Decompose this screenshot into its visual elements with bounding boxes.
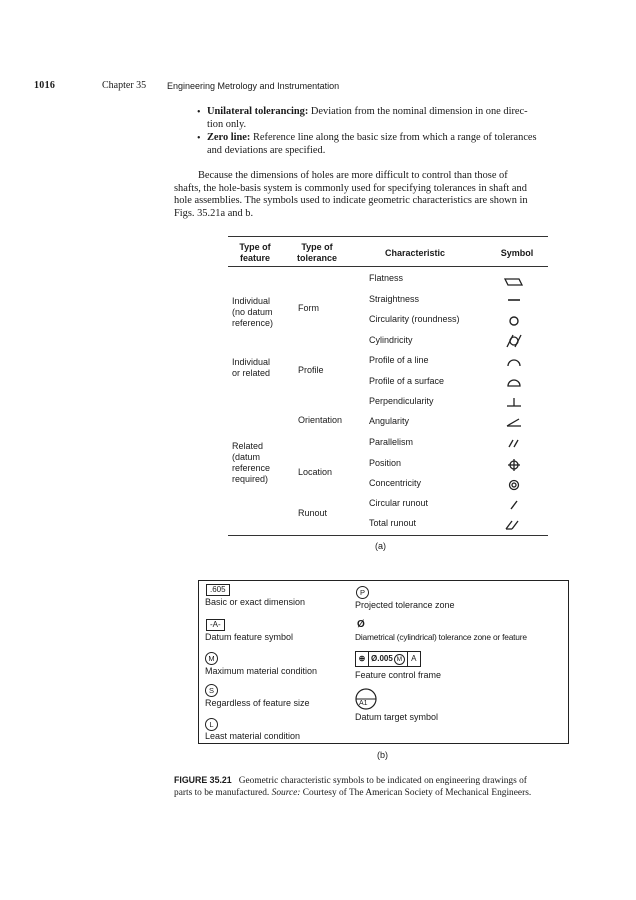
fcf-tolerance-cell [369,652,408,666]
paragraph-line: hole assemblies. The symbols used to indicate geometric characteristics are shown in [174,195,528,207]
header-symbol: Symbol [500,248,534,258]
chapter-label: Chapter 35 [102,80,147,91]
char-position: Position [369,458,402,468]
bullet-text-cont: tion only. [207,118,247,130]
char-flatness: Flatness [369,273,404,283]
header-type-of-tolerance: Type of tolerance [296,242,338,263]
angularity-icon [507,419,521,426]
char-circularity: Circularity (roundness) [369,314,460,324]
circular-runout-icon [511,501,517,509]
cylindricity-icon [507,335,521,347]
rfs-icon: S [205,684,218,697]
feature-individual-or-related: Individual or related [232,357,271,378]
datum-feature-label: Datum feature symbol [205,632,294,642]
char-angularity: Angularity [369,416,410,426]
diametrical-icon: Ø [357,619,365,630]
char-parallelism: Parallelism [369,437,414,447]
position-icon: ⊕ [356,652,369,666]
body-paragraph [174,170,579,220]
basic-dimension-label: Basic or exact dimension [205,597,306,607]
rfs-label: Regardless of feature size [205,698,310,708]
bullet-zero-line [207,132,579,157]
paragraph-line: Because the dimensions of holes are more difficult to control than those of [198,170,508,181]
profile-surface-icon [508,380,520,386]
symbol-column [490,268,540,536]
feature-related: Related (datum reference required) [232,441,271,484]
char-perpendicularity: Perpendicularity [369,396,434,406]
table-header-rule [228,266,548,267]
feature-control-frame [355,651,421,667]
bullet-unilateral [207,106,579,131]
bullet-term: Zero line: [207,132,251,143]
mmc-icon: M [205,652,218,665]
tolerance-orientation: Orientation [298,415,343,425]
figure-label-a: (a) [375,541,386,551]
basic-dimension-box: .605 [206,584,230,596]
datum-target-text: A1 [359,700,368,707]
page-number: 1016 [34,80,56,91]
lmc-icon: L [205,718,218,731]
circularity-icon [510,317,518,325]
datum-target-label: Datum target symbol [355,712,439,722]
char-straightness: Straightness [369,294,420,304]
projected-zone-icon: P [356,586,369,599]
char-profile-surface: Profile of a surface [369,376,445,386]
position-icon [508,459,520,471]
caption-line2-start: parts to be manufactured. [174,788,270,798]
projected-zone-label: Projected tolerance zone [355,600,455,610]
char-profile-line: Profile of a line [369,355,429,365]
fcf-datum: A [411,654,417,663]
caption-line1: Geometric characteristic symbols to be indicated on engineering drawings of [238,776,527,786]
diametrical-label: Diametrical (cylindrical) tolerance zone or feature [355,632,527,642]
tolerance-form: Form [298,303,319,313]
bullet-text: Reference line along the basic size from which a range of tolerances [253,132,537,143]
profile-line-icon [508,360,520,366]
feature-individual: Individual (no datum reference) [232,296,274,328]
caption-line2-end: Courtesy of The American Society of Mechanical Engineers. [302,788,532,798]
header-type-of-feature: Type of feature [239,242,271,263]
figure-label-b: (b) [377,750,388,760]
caption-source-label: Source: [271,788,301,798]
fcf-label-text: Feature control frame [355,670,442,680]
paragraph-line: Figs. 35.21a and b. [174,207,254,219]
table-top-rule [228,236,548,237]
concentricity-icon [510,481,519,490]
char-concentricity: Concentricity [369,478,422,488]
tolerance-location: Location [298,467,333,477]
perpendicularity-icon [507,398,521,406]
bullet-text-cont: and deviations are specified. [207,144,326,156]
table-bottom-rule [228,535,548,536]
parallelism-icon [509,440,518,447]
mmc-modifier-icon: M [394,654,405,665]
char-cylindricity: Cylindricity [369,335,413,345]
paragraph-line: shafts, the hole-basis system is commonly used for specifying tolerances in shaft and [174,182,527,194]
figure-caption [174,774,579,799]
datum-feature-box: -A- [206,619,225,631]
char-total-runout: Total runout [369,518,417,528]
lmc-label: Least material condition [205,731,301,741]
feature-control-frame-label [355,670,441,680]
bullet-term: Unilateral tolerancing: [207,106,309,117]
tolerance-runout: Runout [298,508,328,518]
figure-number: FIGURE 35.21 [174,775,232,785]
flatness-icon [505,279,522,285]
total-runout-icon [506,521,518,529]
char-circular-runout: Circular runout [369,498,429,508]
bullet-icon: • [197,133,201,144]
bullet-text: Deviation from the nominal dimension in one direc- [310,106,528,117]
mmc-label: Maximum material condition [205,666,318,676]
bullet-icon: • [197,107,201,118]
fcf-value: Ø.005 [371,654,393,663]
header-characteristic: Characteristic [384,248,446,258]
tolerance-profile: Profile [298,365,324,375]
chapter-title: Engineering Metrology and Instrumentation [167,81,340,91]
